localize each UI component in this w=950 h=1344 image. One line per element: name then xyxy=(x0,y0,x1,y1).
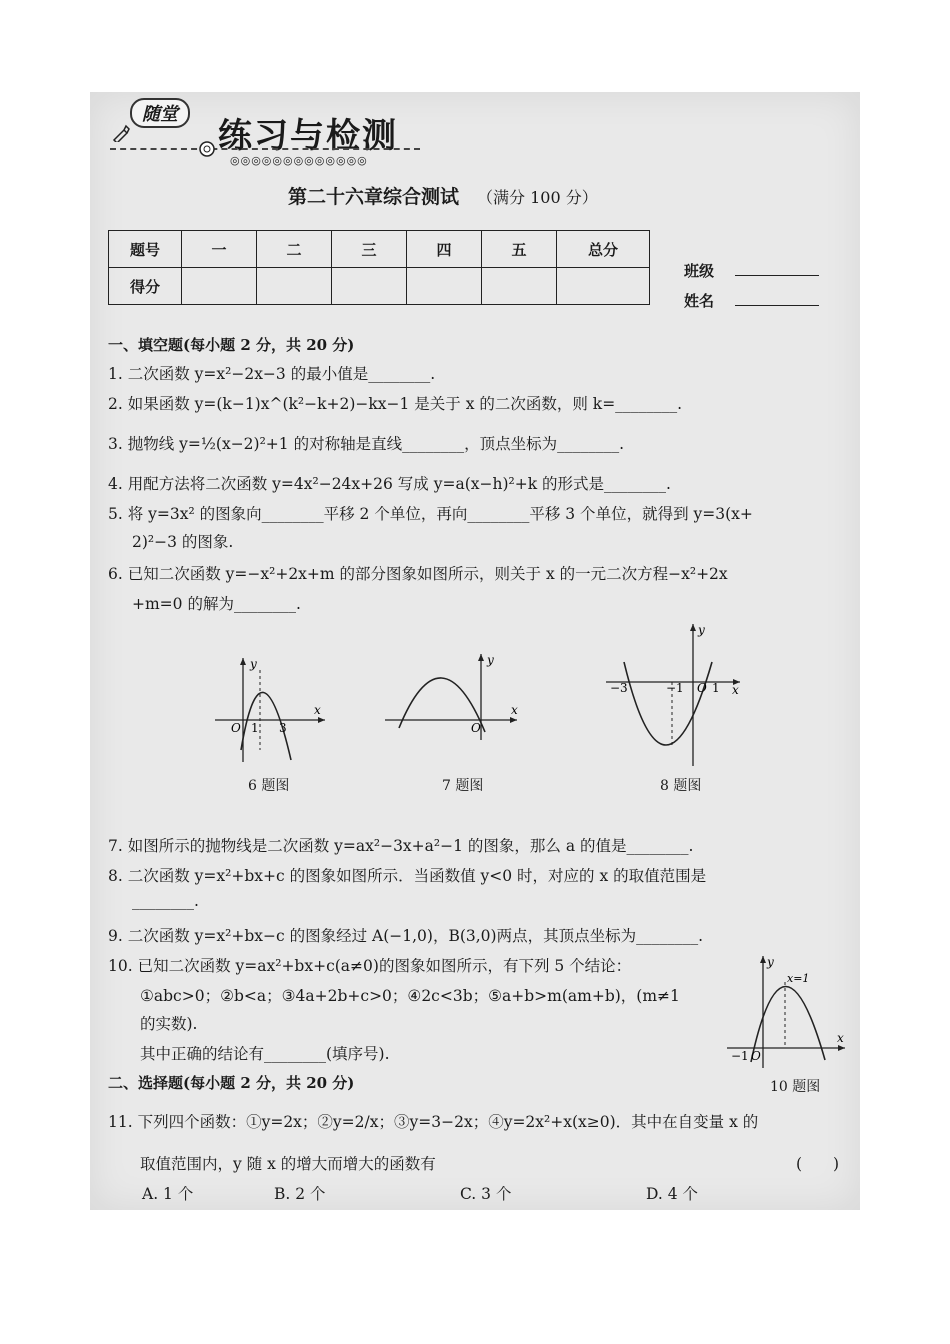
score-col-total: 总分 xyxy=(557,231,650,268)
fig10-label-neg1: −1 xyxy=(731,1049,749,1063)
option-a[interactable]: A. 1 个 xyxy=(142,1185,194,1203)
fig10-label-x: x xyxy=(837,1031,844,1045)
score-col-1: 一 xyxy=(182,231,257,268)
question-5-line-2: 2)²−3 的图象. xyxy=(132,533,234,551)
figure-7 xyxy=(385,650,525,765)
fig7-label-origin: O xyxy=(471,721,481,735)
section-heading-fill: 一、填空题(每小题 2 分，共 20 分) xyxy=(108,336,355,354)
question-9: 9. 二次函数 y=x²+bx−c 的图象经过 A(−1,0)，B(3,0)两点，其顶点坐标为________. xyxy=(108,927,704,945)
score-col-2: 二 xyxy=(257,231,332,268)
ring-icon xyxy=(198,140,216,158)
question-7: 7. 如图所示的抛物线是二次函数 y=ax²−3x+a²−1 的图象，那么 a 的值是________. xyxy=(108,837,694,855)
option-d[interactable]: D. 4 个 xyxy=(646,1185,699,1203)
score-table-header: 题号 xyxy=(109,231,182,268)
score-cell[interactable] xyxy=(332,268,407,305)
fig10-label-y: y xyxy=(767,955,774,969)
fig8-label-neg3: −3 xyxy=(610,681,628,695)
banner-title: 练习与检测 xyxy=(218,116,398,156)
figure-8 xyxy=(600,618,750,768)
score-cell[interactable] xyxy=(482,268,557,305)
figure-6-caption: 6 题图 xyxy=(248,778,290,794)
question-4: 4. 用配方法将二次函数 y=4x²−24x+26 写成 y=a(x−h)²+k 的形式是________. xyxy=(108,475,671,493)
name-blank[interactable] xyxy=(735,305,819,306)
page-title xyxy=(288,182,598,209)
fig8-label-origin: O xyxy=(697,681,707,695)
question-6-line-1: 6. 已知二次函数 y=−x²+2x+m 的部分图象如图所示，则关于 x 的一元二次方程−x²+2x xyxy=(108,565,728,583)
fig6-label-3: 3 xyxy=(279,721,287,735)
fig8-label-y: y xyxy=(698,623,705,637)
score-table xyxy=(108,230,650,305)
class-field xyxy=(684,260,819,281)
figure-10-caption: 10 题图 xyxy=(770,1079,821,1095)
question-11-stem-1: 11. 下列四个函数：①y=2x；②y=2/x；③y=3−2x；④y=2x²+x(x≥0)．其中在自变量 x 的 xyxy=(108,1113,759,1131)
question-10-line-3: 的实数). xyxy=(140,1015,198,1033)
score-table-score-label: 得分 xyxy=(109,268,182,305)
section-heading-choice: 二、选择题(每小题 2 分，共 20 分) xyxy=(108,1074,355,1092)
score-cell[interactable] xyxy=(407,268,482,305)
fig6-label-origin: O xyxy=(231,721,241,735)
option-b[interactable]: B. 2 个 xyxy=(274,1185,326,1203)
question-5-line-1: 5. 将 y=3x² 的图象向________平移 2 个单位，再向________平移 3 个单位，就得到 y=3(x+ xyxy=(108,505,753,523)
name-label: 姓名 xyxy=(684,292,715,310)
fig7-label-y: y xyxy=(487,653,494,667)
title-sub: （满分 100 分） xyxy=(477,188,598,207)
score-col-5: 五 xyxy=(482,231,557,268)
title-main: 第二十六章综合测试 xyxy=(288,186,460,208)
banner-dots: ◎◎◎◎◎◎◎◎◎◎◎◎◎ xyxy=(230,154,368,167)
figure-8-caption: 8 题图 xyxy=(660,778,702,794)
pen-icon xyxy=(112,124,130,142)
answer-paren[interactable]: ( ) xyxy=(796,1155,840,1173)
class-label: 班级 xyxy=(684,262,715,280)
banner-divider xyxy=(110,148,420,150)
question-8-line-2: ________. xyxy=(132,892,199,910)
question-10-line-4: 其中正确的结论有________(填序号). xyxy=(140,1045,390,1063)
question-11-stem-2: 取值范围内，y 随 x 的增大而增大的函数有 xyxy=(140,1155,436,1173)
option-c[interactable]: C. 3 个 xyxy=(460,1185,512,1203)
fig10-label-axis: x=1 xyxy=(787,972,810,985)
question-2: 2. 如果函数 y=(k−1)x^(k²−k+2)−kx−1 是关于 x 的二次函数，则 k=________. xyxy=(108,395,683,413)
fig6-label-1: 1 xyxy=(251,721,259,735)
question-10-line-1: 10. 已知二次函数 y=ax²+bx+c(a≠0)的图象如图所示，有下列 5 个结论： xyxy=(108,957,632,975)
score-cell[interactable] xyxy=(257,268,332,305)
score-col-4: 四 xyxy=(407,231,482,268)
figure-7-caption: 7 题图 xyxy=(442,778,484,794)
name-field xyxy=(684,290,819,311)
question-8-line-1: 8. 二次函数 y=x²+bx+c 的图象如图所示．当函数值 y<0 时，对应的 x 的取值范围是 xyxy=(108,867,707,885)
fig10-label-origin: O xyxy=(751,1049,761,1063)
fig6-label-x: x xyxy=(314,703,321,717)
figure-6 xyxy=(215,650,330,765)
score-cell[interactable] xyxy=(557,268,650,305)
banner-small-label: 随堂 xyxy=(130,98,190,128)
fig6-label-y: y xyxy=(250,657,257,671)
score-col-3: 三 xyxy=(332,231,407,268)
class-blank[interactable] xyxy=(735,275,819,276)
fig8-label-neg1: −1 xyxy=(666,681,684,695)
question-3: 3. 抛物线 y=½(x−2)²+1 的对称轴是直线________，顶点坐标为________. xyxy=(108,435,625,453)
fig8-label-x: x xyxy=(732,683,739,697)
figure-10 xyxy=(725,952,850,1072)
question-10-line-2: ①abc>0；②b<a；③4a+2b+c>0；④2c<3b；⑤a+b>m(am+b)，(m≠1 xyxy=(140,987,680,1005)
question-1: 1. 二次函数 y=x²−2x−3 的最小值是________. xyxy=(108,365,436,383)
fig8-label-1: 1 xyxy=(712,681,720,695)
score-cell[interactable] xyxy=(182,268,257,305)
question-6-line-2: +m=0 的解为________. xyxy=(132,595,301,613)
fig7-label-x: x xyxy=(511,703,518,717)
